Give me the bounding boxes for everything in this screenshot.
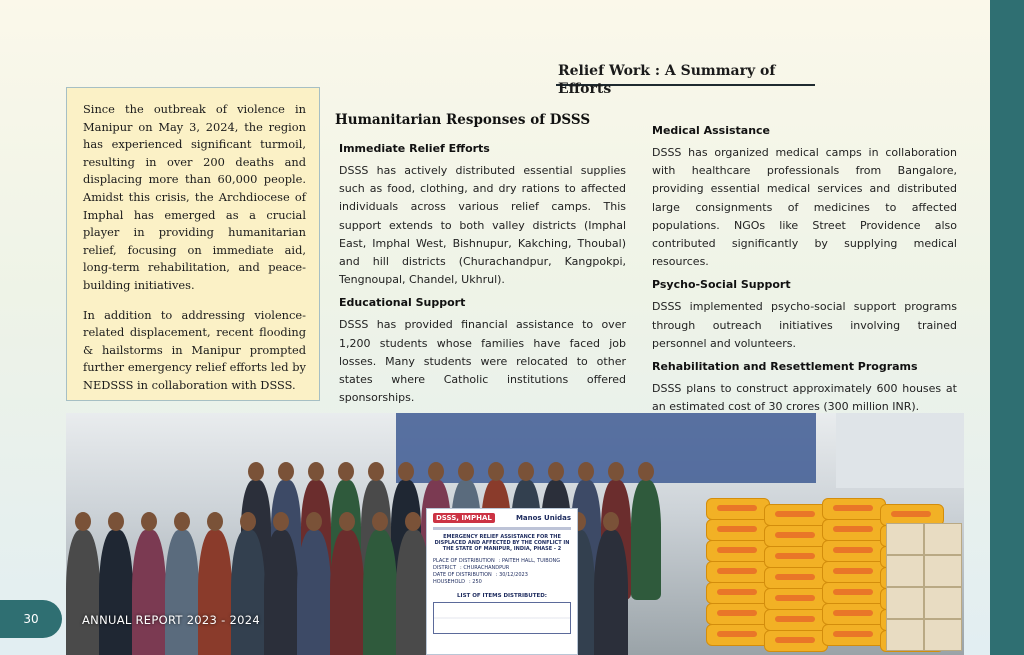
rice-bag xyxy=(822,498,886,520)
relief-boxes xyxy=(886,523,964,655)
person-head xyxy=(141,512,157,531)
relief-box xyxy=(924,555,962,587)
person-head xyxy=(458,462,474,481)
person-head xyxy=(398,462,414,481)
banner-row-label: HOUSEHOLD xyxy=(433,579,466,585)
psycho-social-heading: Psycho-Social Support xyxy=(652,278,791,292)
rice-bag xyxy=(822,603,886,625)
person-figure xyxy=(198,530,232,655)
person-head xyxy=(207,512,223,531)
person-figure xyxy=(363,530,397,655)
person-figure xyxy=(594,530,628,655)
rice-bag xyxy=(764,588,828,610)
immediate-relief-heading: Immediate Relief Efforts xyxy=(339,142,490,155)
page-title: Relief Work : A Summary of Efforts xyxy=(556,62,815,86)
person-head xyxy=(603,512,619,531)
rice-bag xyxy=(706,603,770,625)
person-head xyxy=(248,462,264,481)
person-figure xyxy=(165,530,199,655)
rice-bag xyxy=(764,567,828,589)
intro-paragraph-1: Since the outbreak of violence in Manipur on May 3, 2024, the region has experienced significant turmoil, resulting in over 200 deaths and displacing more than 60,000 people. Amidst this crisis, the Archdiocese of Imphal has emerged as a crucial player in providing humanitarian relief, focusing on immediate aid, long-term rehabilitation, and peace-building initiatives. xyxy=(83,102,306,292)
rice-bag xyxy=(822,561,886,583)
person-head xyxy=(608,462,624,481)
person-figure xyxy=(66,530,100,655)
person-figure xyxy=(264,530,298,655)
right-column xyxy=(652,124,957,423)
person-figure xyxy=(297,530,331,655)
rice-bag xyxy=(764,630,828,652)
person-head xyxy=(368,462,384,481)
person-head xyxy=(240,512,256,531)
person-head xyxy=(488,462,504,481)
banner-row-value: : 30/12/2023 xyxy=(495,572,528,578)
banner-row xyxy=(433,558,571,564)
person-figure xyxy=(231,530,265,655)
relief-box xyxy=(924,619,962,651)
person-head xyxy=(638,462,654,481)
person-figure xyxy=(330,530,364,655)
rice-bag xyxy=(706,498,770,520)
rice-bag xyxy=(764,525,828,547)
rice-bag xyxy=(706,561,770,583)
person-head xyxy=(548,462,564,481)
relief-box xyxy=(886,555,924,587)
person-head xyxy=(372,512,388,531)
responses-title: Humanitarian Responses of DSSS xyxy=(335,112,591,128)
person-head xyxy=(174,512,190,531)
rehabilitation-heading: Rehabilitation and Resettlement Programs xyxy=(652,360,918,374)
rice-bag xyxy=(764,504,828,526)
banner-row xyxy=(433,565,571,571)
banner-heading: EMERGENCY RELIEF ASSISTANCE FOR THE DISPLACED AND AFFECTED BY THE CONFLICT IN THE STATE OF MANIPUR, INDIA, PHASE - 2 xyxy=(434,534,570,552)
person-head xyxy=(273,512,289,531)
rice-bag xyxy=(822,540,886,562)
rice-bag xyxy=(706,624,770,646)
banner-org-left: DSSS, IMPHAL xyxy=(433,513,495,523)
person-figure xyxy=(631,480,661,600)
banner-row xyxy=(433,579,571,585)
person-head xyxy=(75,512,91,531)
banner-org-right: Manos Unidas xyxy=(515,514,571,522)
person-head xyxy=(278,462,294,481)
banner-row xyxy=(433,572,571,578)
person-head xyxy=(428,462,444,481)
middle-column xyxy=(335,112,626,414)
rice-bag xyxy=(822,582,886,604)
person-head xyxy=(306,512,322,531)
annual-report-label: ANNUAL REPORT 2023 - 2024 xyxy=(82,613,260,627)
banner-row-value: : 250 xyxy=(469,579,482,585)
educational-support-text: DSSS has provided financial assistance to over 1,200 students whose families have faced job losses. Many students were relocated to other states where Catholic institutions offered sponsorships. xyxy=(339,318,626,405)
photo-window xyxy=(836,413,964,488)
person-head xyxy=(405,512,421,531)
banner-list-title: LIST OF ITEMS DISTRIBUTED: xyxy=(457,593,547,599)
rehabilitation-text: DSSS plans to construct approximately 600 houses at an estimated cost of 30 crores (300 million INR). xyxy=(652,382,957,414)
relief-box xyxy=(886,523,924,555)
immediate-relief-text: DSSS has actively distributed essential supplies such as food, clothing, and dry rations to affected individuals across various relief camps. This support extends to both valley districts (Imphal East, Imphal West, Bishnupur, Kakching, Thoubal) and hill districts (Churachandpur, Kangpokpi, Tengnoupal, Chandel, Ukhrul). xyxy=(339,164,626,287)
banner-row-label: DATE OF DISTRIBUTION xyxy=(433,572,492,578)
medical-assistance-text: DSSS has organized medical camps in collaboration with healthcare professionals from Bangalore, providing essential medical services and distributed large consignments of medicines to affected populations. NGOs like Street Providence also contributed significantly by supplying medical resources. xyxy=(652,146,957,269)
right-edge-stripe xyxy=(990,0,1024,655)
page-number-tab: 30 xyxy=(0,600,62,638)
person-figure xyxy=(132,530,166,655)
banner-row-value: : PAITEH HALL, TUIBONG xyxy=(498,558,561,564)
rice-bag xyxy=(706,540,770,562)
relief-box xyxy=(886,619,924,651)
distribution-banner xyxy=(426,508,578,655)
psycho-social-text: DSSS implemented psycho-social support programs through outreach initiatives involving trained personnel and volunteers. xyxy=(652,300,957,350)
banner-row-label: DISTRICT xyxy=(433,565,457,571)
rice-bag xyxy=(764,609,828,631)
person-head xyxy=(308,462,324,481)
rice-bag xyxy=(822,519,886,541)
banner-items-table xyxy=(433,602,571,634)
banner-divider xyxy=(433,527,571,530)
person-head xyxy=(578,462,594,481)
relief-box xyxy=(886,587,924,619)
person-head xyxy=(338,462,354,481)
banner-row-label: PLACE OF DISTRIBUTION xyxy=(433,558,495,564)
person-head xyxy=(108,512,124,531)
person-head xyxy=(518,462,534,481)
educational-support-heading: Educational Support xyxy=(339,296,466,310)
rice-bag xyxy=(822,624,886,646)
person-head xyxy=(339,512,355,531)
relief-box xyxy=(924,587,962,619)
intro-box xyxy=(66,87,320,401)
rice-bag xyxy=(706,519,770,541)
intro-paragraph-2: In addition to addressing violence-related displacement, recent flooding & hailstorms in Manipur prompted further emergency relief efforts led by NEDSSS in collaboration with DSSS. xyxy=(83,307,306,392)
banner-row-value: : CHURACHANDPUR xyxy=(460,565,510,571)
rice-bag xyxy=(764,546,828,568)
medical-assistance-heading: Medical Assistance xyxy=(652,124,771,137)
person-figure xyxy=(99,530,133,655)
person-figure xyxy=(396,530,430,655)
rice-bag xyxy=(706,582,770,604)
relief-box xyxy=(924,523,962,555)
